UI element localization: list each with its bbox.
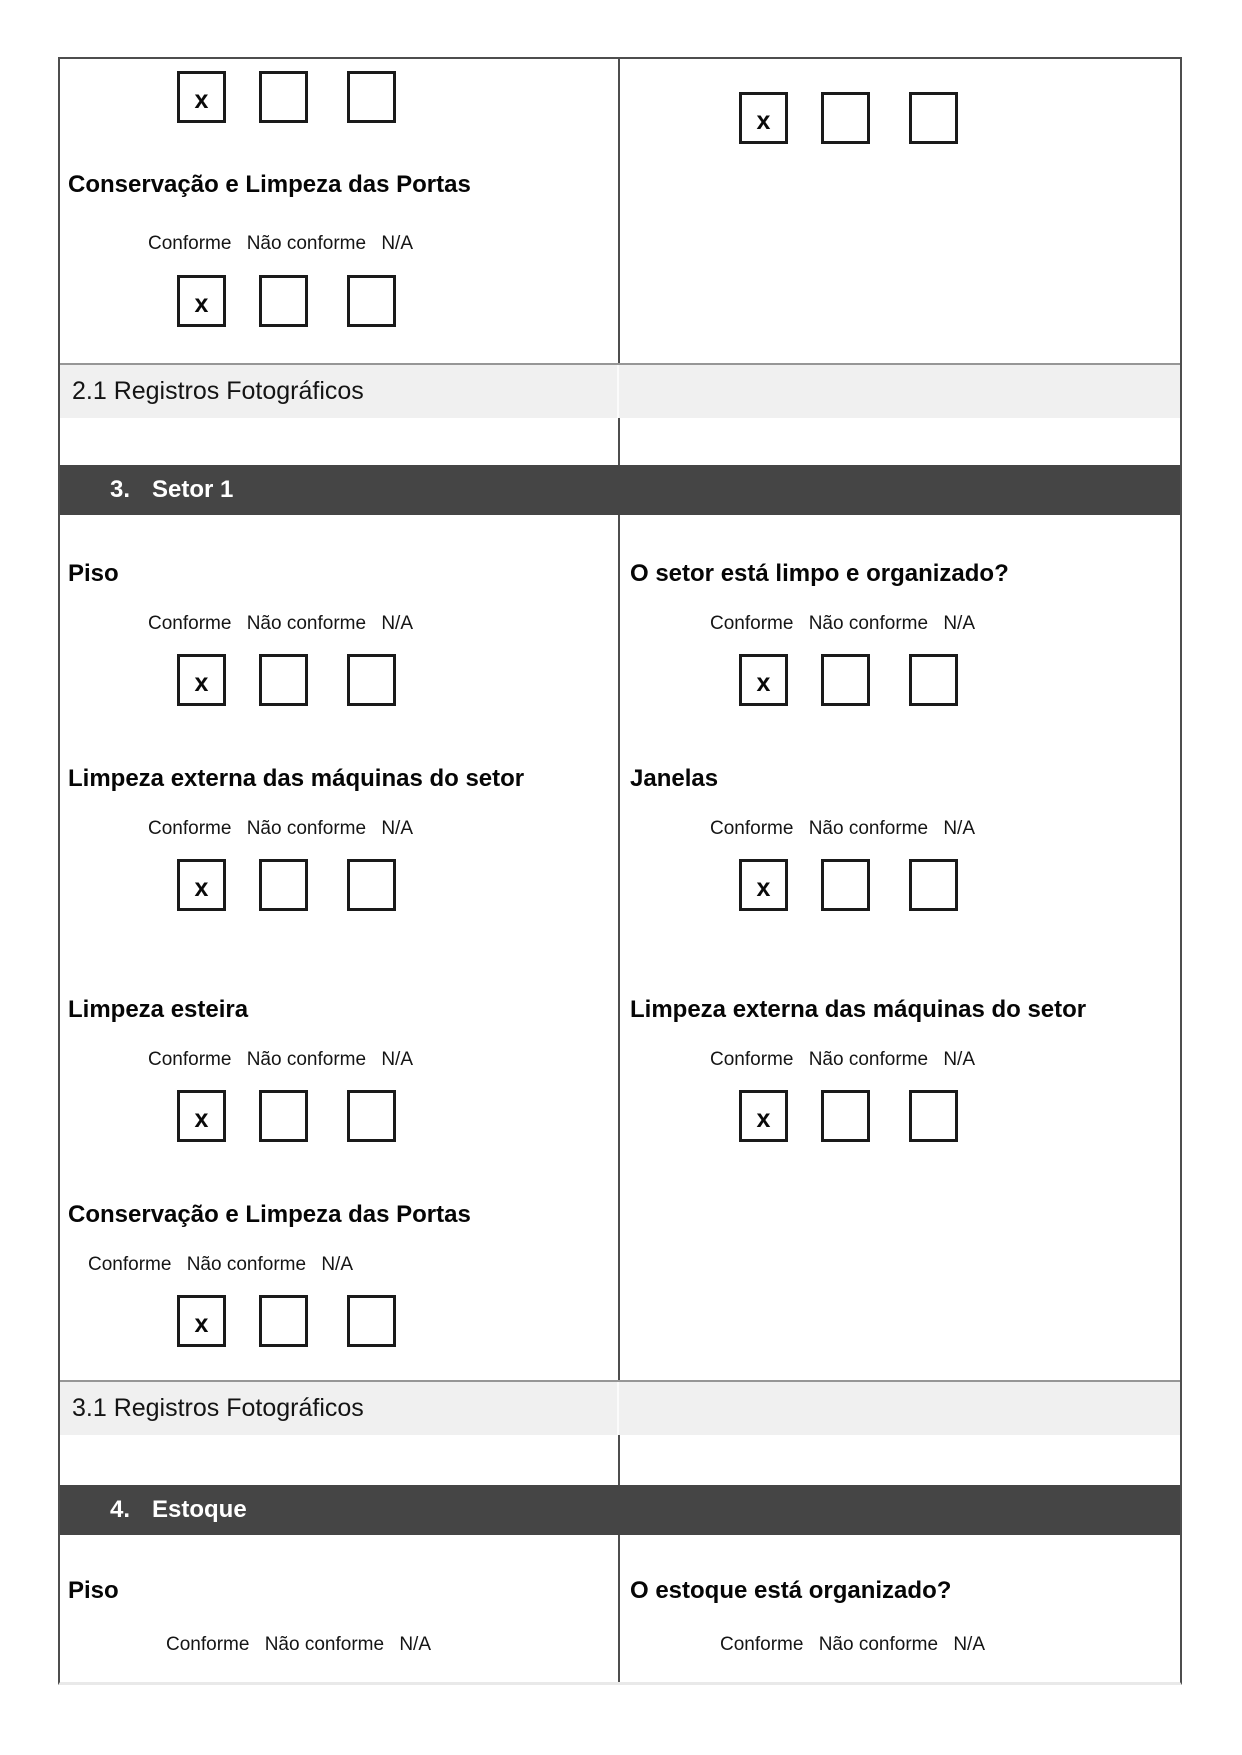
x-mark: x [756,873,771,902]
question-title: O setor está limpo e organizado? [630,560,1009,587]
conforme-label: Conforme [710,818,794,839]
checkbox-conforme[interactable] [177,71,226,123]
conforme-label: Conforme [166,1634,250,1655]
x-mark: x [756,106,771,135]
checkbox-na[interactable] [909,654,958,706]
question-block [60,1577,620,1727]
conforme-label: Conforme [148,233,232,254]
checkbox-conforme[interactable] [177,275,226,327]
checkbox-nao-conforme[interactable] [821,859,870,911]
na-label: N/A [381,818,414,839]
conforme-label: Conforme [148,1049,232,1070]
checkbox-na[interactable] [347,1090,396,1142]
checkbox-conforme[interactable] [739,1090,788,1142]
checkbox-nao-conforme[interactable] [259,1295,308,1347]
question-block [60,996,620,1146]
question-block [60,171,620,321]
checkbox-row [60,1295,620,1347]
options-labels [710,612,975,636]
checkbox-na[interactable] [347,275,396,327]
options-labels [720,1633,985,1657]
nao-conforme-label: Não conforme [808,818,929,839]
x-mark: x [194,1309,209,1338]
checkbox-na[interactable] [909,1090,958,1142]
checkbox-na[interactable] [909,92,958,144]
checkbox-conforme[interactable] [739,654,788,706]
question-title: Piso [68,1577,119,1604]
x-mark: x [194,1104,209,1133]
conforme-label: Conforme [720,1634,804,1655]
conforme-label: Conforme [88,1254,172,1275]
subsection-bar-label: 3.1 Registros Fotográficos [72,1394,364,1422]
section-number: 4. [110,1496,131,1523]
section-bar-4 [60,1485,1180,1535]
question-block [60,560,620,710]
x-mark: x [756,1104,771,1133]
question-title: Janelas [630,765,719,792]
checkbox-na[interactable] [347,654,396,706]
conforme-label: Conforme [148,818,232,839]
checkbox-conforme[interactable] [739,92,788,144]
question-block [622,1577,1178,1727]
nao-conforme-label: Não conforme [246,613,367,634]
nao-conforme-label: Não conforme [186,1254,307,1275]
options-labels [148,232,413,256]
na-label: N/A [381,233,414,254]
section-title: Setor 1 [152,476,234,503]
checkbox-na[interactable] [347,71,396,123]
checkbox-conforme[interactable] [739,859,788,911]
options-labels [166,1633,431,1657]
checkbox-row [60,654,620,706]
na-label: N/A [943,818,976,839]
subsection-bar-2-1 [60,363,1180,418]
checkbox-row [622,1090,1178,1142]
question-title: Limpeza esteira [68,996,249,1023]
question-block [622,996,1178,1146]
options-labels [148,1048,413,1072]
conforme-label: Conforme [710,613,794,634]
question-title: O estoque está organizado? [630,1577,952,1604]
na-label: N/A [381,613,414,634]
checkbox-nao-conforme[interactable] [821,1090,870,1142]
x-mark: x [194,289,209,318]
checkbox-na[interactable] [347,1295,396,1347]
checkbox-nao-conforme[interactable] [259,71,308,123]
na-label: N/A [321,1254,354,1275]
nao-conforme-label: Não conforme [808,1049,929,1070]
nao-conforme-label: Não conforme [246,233,367,254]
subsection-bar-3-1 [60,1380,1180,1435]
nao-conforme-label: Não conforme [246,1049,367,1070]
x-mark: x [756,668,771,697]
nao-conforme-label: Não conforme [246,818,367,839]
na-label: N/A [381,1049,414,1070]
nao-conforme-label: Não conforme [264,1634,385,1655]
checkbox-conforme[interactable] [177,1295,226,1347]
checkbox-nao-conforme[interactable] [821,654,870,706]
question-title: Conservação e Limpeza das Portas [68,171,471,198]
checkbox-nao-conforme[interactable] [259,859,308,911]
na-label: N/A [943,1049,976,1070]
question-title: Conservação e Limpeza das Portas [68,1201,471,1228]
checkbox-conforme[interactable] [177,1090,226,1142]
x-mark: x [194,873,209,902]
question-block [622,560,1178,710]
checkbox-row [60,859,620,911]
question-title: Piso [68,560,119,587]
question-block [622,765,1178,915]
conforme-label: Conforme [148,613,232,634]
options-labels [88,1253,353,1277]
checkbox-na[interactable] [347,859,396,911]
na-label: N/A [943,613,976,634]
options-labels [710,817,975,841]
options-labels [148,612,413,636]
checkbox-nao-conforme[interactable] [259,275,308,327]
checkbox-nao-conforme[interactable] [259,1090,308,1142]
question-block [60,765,620,915]
question-block [60,1201,620,1351]
checkbox-row [622,859,1178,911]
checkbox-nao-conforme[interactable] [259,654,308,706]
section-title: Estoque [152,1496,247,1523]
checkbox-conforme[interactable] [177,859,226,911]
question-title: Limpeza externa das máquinas do setor [630,996,1087,1023]
checkbox-conforme[interactable] [177,654,226,706]
checkbox-nao-conforme[interactable] [821,92,870,144]
options-labels [148,817,413,841]
options-labels [710,1048,975,1072]
subsection-bar-label: 2.1 Registros Fotográficos [72,377,364,405]
nao-conforme-label: Não conforme [818,1634,939,1655]
x-mark: x [194,668,209,697]
x-mark: x [194,85,209,114]
checkbox-na[interactable] [909,859,958,911]
checkbox-row [622,92,1178,144]
na-label: N/A [953,1634,986,1655]
checkbox-row [60,1090,620,1142]
conforme-label: Conforme [710,1049,794,1070]
checkbox-row [60,275,620,327]
checkbox-row [622,654,1178,706]
section-bar-3 [60,465,1180,515]
checklist-table [58,57,1182,1685]
question-title: Limpeza externa das máquinas do setor [68,765,525,792]
section-number: 3. [110,476,131,503]
nao-conforme-label: Não conforme [808,613,929,634]
na-label: N/A [399,1634,432,1655]
